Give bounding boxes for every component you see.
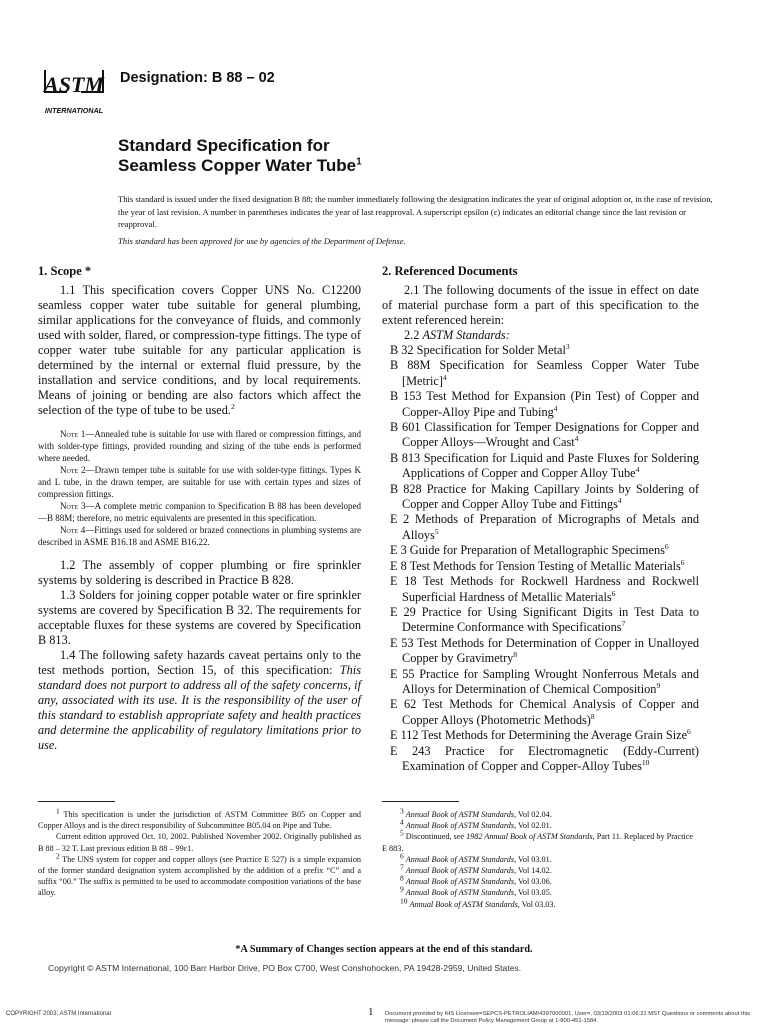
- footnote-source: Annual Book of ASTM Standards: [405, 810, 515, 819]
- reference-item: [382, 389, 699, 420]
- reference-text: E 3 Guide for Preparation of Metallographic Specimens: [390, 543, 665, 558]
- footnote-6: [382, 851, 699, 865]
- footnote-mark: 3: [400, 806, 404, 816]
- footnote-ref: 8: [590, 711, 595, 721]
- reference-item: [382, 343, 699, 358]
- footnote-rule-left: [38, 801, 115, 802]
- safety-caveat: This standard does not purport to address all of the safety concerns, if any, associated with its use. It is the responsibility of the user of this standard to establish appropriate safety and health practices and determine the applicability of regulatory limitations prior to use.: [38, 663, 361, 752]
- reference-text: E 29 Practice for Using Significant Digits in Test Data to Determine Conformance with Specifications: [390, 604, 699, 635]
- reference-item: [382, 744, 699, 775]
- title-line-2: [118, 156, 362, 176]
- footnote-ref: 4: [553, 403, 558, 413]
- footnote-ref: 9: [656, 680, 661, 690]
- footnote-text: , Vol 03.01.: [514, 854, 552, 864]
- footnote-mark: 5: [400, 828, 404, 838]
- scope-para-1-4: [38, 648, 361, 753]
- reference-item: [382, 667, 699, 698]
- scope-para-1-1-text: 1.1 This specification covers Copper UNS No. C12200 seamless copper water tube suitable for general plumbing, similar applications for the conveyance of fluids, and commonly used with solder, flared, or compression-type fittings. The type of copper water tube suitable for any particular application is determined by the internal or external fluid pressure, by the installation and service conditions, and by local requirements. Means of joining or bending are also factors which affect the selection of the type of tube to be used.: [38, 283, 361, 417]
- reference-text: B 601 Classification for Temper Designations for Copper and Copper Alloys—Wrought and Cast: [390, 420, 699, 450]
- footnote-ref: 2: [230, 401, 235, 411]
- note-label: Note 3: [60, 501, 86, 511]
- scope-para-1-2: 1.2 The assembly of copper plumbing or fire sprinkler systems by soldering is described in Practice B 828.: [38, 558, 361, 587]
- footnote-text: , Vol 02.04.: [514, 810, 552, 819]
- footnote-mark: 6: [400, 851, 404, 861]
- footnote-8: [382, 873, 699, 887]
- notes-block: [38, 428, 361, 548]
- footnote-mark: 8: [400, 873, 404, 883]
- reference-item: [382, 559, 699, 574]
- footnote-10: [382, 895, 699, 910]
- astm-logo: [37, 66, 111, 116]
- reference-item: [382, 543, 699, 558]
- footnote-ref: 4: [574, 434, 579, 444]
- reference-text: E 62 Test Methods for Chemical Analysis of Copper and Copper Alloys (Photometric Methods): [390, 697, 699, 727]
- reference-text: B 32 Specification for Solder Metal: [390, 343, 566, 357]
- astm-standards-label: ASTM Standards:: [422, 328, 510, 342]
- footnote-source: 1982 Annual Book of ASTM Standards: [466, 832, 593, 842]
- footnote-source: Annual Book of ASTM Standards: [409, 899, 518, 909]
- note-label: Note 1: [60, 429, 86, 439]
- reference-item: [382, 512, 699, 543]
- footnote-mark: 10: [400, 895, 408, 905]
- note-2: [38, 464, 361, 500]
- footnote-text: The UNS system for copper and copper alloys (see Practice E 527) is a simple expansion of the former standard designation system accomplished by the addition of a prefix “C” and a suffix “00.” The suffix is permitted to be used to accommodate composition variations of the base alloy.: [38, 854, 362, 898]
- footnote-1b: Current edition approved Oct. 10, 2002. Published November 2002. Originally published as B 88 – 32 T. Last previous edition B 88 – 99ε1.: [38, 832, 361, 853]
- note-text: —Drawn temper tube is suitable for use with solder-type fittings. Types K and L tube, in the drawn temper, are suitable for use with certain types and sizes of compression fittings.: [38, 465, 361, 499]
- reference-text: B 88M Specification for Seamless Copper Water Tube [Metric]: [390, 358, 699, 388]
- note-1: [38, 428, 361, 464]
- intro-text: This standard is issued under the fixed designation B 88; the number immediately following the designation indicates the year of original adoption or, in the case of revision, the year of last revision. A number in parentheses indicates the year of last reapproval. A superscript epsilon (ε) indicates an editorial change since the last revision or reapproval.: [118, 194, 713, 229]
- reference-item: [382, 728, 699, 743]
- footnote-source: Annual Book of ASTM Standards: [405, 854, 515, 864]
- footnote-ref: 3: [565, 341, 570, 351]
- reference-text: E 53 Test Methods for Determination of Copper in Unalloyed Copper by Gravimetry: [390, 635, 699, 666]
- summary-of-changes-note: *A Summary of Changes section appears at the end of this standard.: [235, 944, 533, 955]
- note-4: [38, 524, 361, 548]
- reference-text: B 828 Practice for Making Capillary Joints by Soldering of Copper and Copper Alloy Tube and Fittings: [390, 481, 699, 512]
- reference-item: [382, 636, 699, 667]
- page-number: 1: [368, 1006, 374, 1018]
- footnote-ref: 4: [442, 372, 447, 382]
- footnotes-right: [382, 806, 699, 910]
- footnote-2: [38, 851, 362, 899]
- scope-heading: 1. Scope *: [38, 264, 92, 278]
- footnote-ref: 10: [641, 757, 650, 767]
- footnote-rule-right: [382, 801, 459, 802]
- footnote-ref: 7: [621, 619, 626, 629]
- footnote-ref: 6: [687, 727, 691, 737]
- footnote-1: [38, 806, 362, 831]
- logo-subtext: INTERNATIONAL: [44, 106, 104, 115]
- footnote-mark: 7: [400, 862, 404, 872]
- footnote-ref: 8: [513, 650, 518, 660]
- title-footnote-mark: 1: [356, 156, 362, 168]
- footnote-source: Annual Book of ASTM Standards: [405, 888, 515, 898]
- footnote-text: Discontinued, see: [405, 832, 467, 842]
- reference-item: [382, 697, 699, 728]
- logo-text: ASTM: [44, 72, 104, 97]
- footnote-text: , Vol 03.06.: [514, 877, 552, 887]
- footnote-ref: 5: [434, 526, 439, 536]
- note-label: Note 4: [60, 525, 86, 535]
- reference-text: B 813 Specification for Liquid and Paste Fluxes for Soldering Applications of Copper and Copper Alloy Tube: [390, 450, 699, 481]
- footnote-source: Annual Book of ASTM Standards: [405, 821, 515, 831]
- footnote-ref: 6: [664, 542, 669, 552]
- footnote-4: [382, 817, 699, 831]
- reference-text: E 18 Test Methods for Rockwell Hardness and Rockwell Superficial Hardness of Metallic Materials: [390, 574, 699, 604]
- footnote-text: , Vol 14.02.: [514, 866, 552, 876]
- footnote-text: , Vol 03.05.: [514, 888, 552, 898]
- footnote-text: , Vol 02.01.: [514, 821, 552, 831]
- note-text: —Fittings used for soldered or brazed connections in plumbing systems are described in ASME B16.18 and ASME B16.22.: [38, 525, 361, 547]
- footnote-mark: 9: [400, 884, 404, 894]
- footnotes-left: [38, 806, 362, 899]
- footnote-mark: 1: [56, 806, 60, 816]
- reference-item: [382, 420, 699, 451]
- footnote-ref: 6: [611, 588, 616, 598]
- intro-block: [118, 193, 718, 247]
- scope-para-1-1: [38, 283, 361, 418]
- reference-item: [382, 358, 699, 389]
- footnote-text: , Part 11. Replaced by Practice E 883.: [382, 832, 694, 853]
- dod-approval: This standard has been approved for use by agencies of the Department of Defense.: [118, 235, 406, 246]
- left-column: [38, 264, 361, 753]
- refs-sub-number: 2.2: [404, 328, 423, 342]
- refs-para-2-2: [382, 328, 699, 343]
- referenced-documents-heading: 2. Referenced Documents: [382, 264, 518, 278]
- copyright-footer: COPYRIGHT 2003; ASTM International: [6, 1011, 111, 1017]
- note-text: —A complete metric companion to Specification B 88 has been developed—B 88M; therefore, no metric equivalents are presented in this specification.: [38, 501, 361, 523]
- title-line-2-text: Seamless Copper Water Tube: [118, 156, 357, 175]
- footnote-text: , Vol 03.03.: [517, 899, 556, 909]
- scope-para-1-4-text: 1.4 The following safety hazards caveat pertains only to the test methods portion, Section 15, of this specification:: [38, 648, 361, 677]
- footnote-ref: 4: [635, 465, 640, 475]
- reference-text: B 153 Test Method for Expansion (Pin Test) of Copper and Copper-Alloy Pipe and Tubing: [390, 389, 699, 419]
- refs-para-2-1: 2.1 The following documents of the issue in effect on date of material purchase form a part of this specification to the extent referenced herein:: [382, 283, 699, 327]
- note-3: [38, 500, 361, 524]
- reference-text: E 8 Test Methods for Tension Testing of Metallic Materials: [390, 558, 681, 573]
- footnote-9: [382, 884, 699, 898]
- reference-text: E 55 Practice for Sampling Wrought Nonferrous Metals and Alloys for Determination of Chemical Composition: [390, 666, 699, 696]
- referenced-documents-list: [382, 343, 699, 774]
- reference-text: E 2 Methods of Preparation of Micrographs of Metals and Alloys: [390, 512, 699, 542]
- footnote-text: This specification is under the jurisdiction of ASTM Committee B05 on Copper and Copper Alloys and is the direct responsibility of Subcommittee B05.04 on Pipe and Tube.: [38, 810, 362, 831]
- reference-text: E 243 Practice for Electromagnetic (Eddy-Current) Examination of Copper and Copper-Alloy Tubes: [390, 743, 699, 773]
- document-provided-note: Document provided by IHS Licensee=SEPCS-PETROLIAM/4397000001, User=, 03/19/2003 01:06:21 MST Questions or comments about this message: please call the Document Policy Management Group at 1-800-451-1584.: [385, 1011, 750, 1025]
- designation: Designation: B 88 – 02: [120, 70, 275, 86]
- footnote-ref: 6: [680, 557, 685, 567]
- footnote-source: Annual Book of ASTM Standards: [405, 877, 515, 887]
- copyright-line: Copyright © ASTM International, 100 Barr Harbor Drive, PO Box C700, West Conshohocken, PA 19428-2959, United States.: [48, 963, 522, 973]
- reference-text: E 112 Test Methods for Determining the Average Grain Size: [390, 728, 688, 743]
- reference-item: [382, 605, 699, 636]
- footnote-ref: 4: [617, 495, 622, 505]
- right-column: [382, 264, 699, 774]
- reference-item: [382, 451, 699, 482]
- reference-item: [382, 574, 699, 605]
- footnote-mark: 4: [400, 817, 404, 827]
- title-line-1: Standard Specification for: [118, 136, 330, 155]
- scope-para-1-3: 1.3 Solders for joining copper potable water or fire sprinkler systems are covered by Specification B 32. The requirements for acceptable fluxes for these systems are covered by Specification B 813.: [38, 588, 361, 647]
- note-text: —Annealed tube is suitable for use with flared or compression fittings, and with solder-type fittings, provided rounding and sizing of the tube ends is performed where needed.: [38, 429, 361, 463]
- footnote-7: [382, 862, 699, 876]
- footnote-mark: 2: [56, 851, 60, 861]
- footnote-source: Annual Book of ASTM Standards: [405, 866, 515, 876]
- footnote-5: [382, 828, 699, 853]
- reference-item: [382, 482, 699, 513]
- document-title: [118, 136, 362, 176]
- footnote-3: [382, 806, 699, 820]
- note-label: Note 2: [60, 465, 86, 475]
